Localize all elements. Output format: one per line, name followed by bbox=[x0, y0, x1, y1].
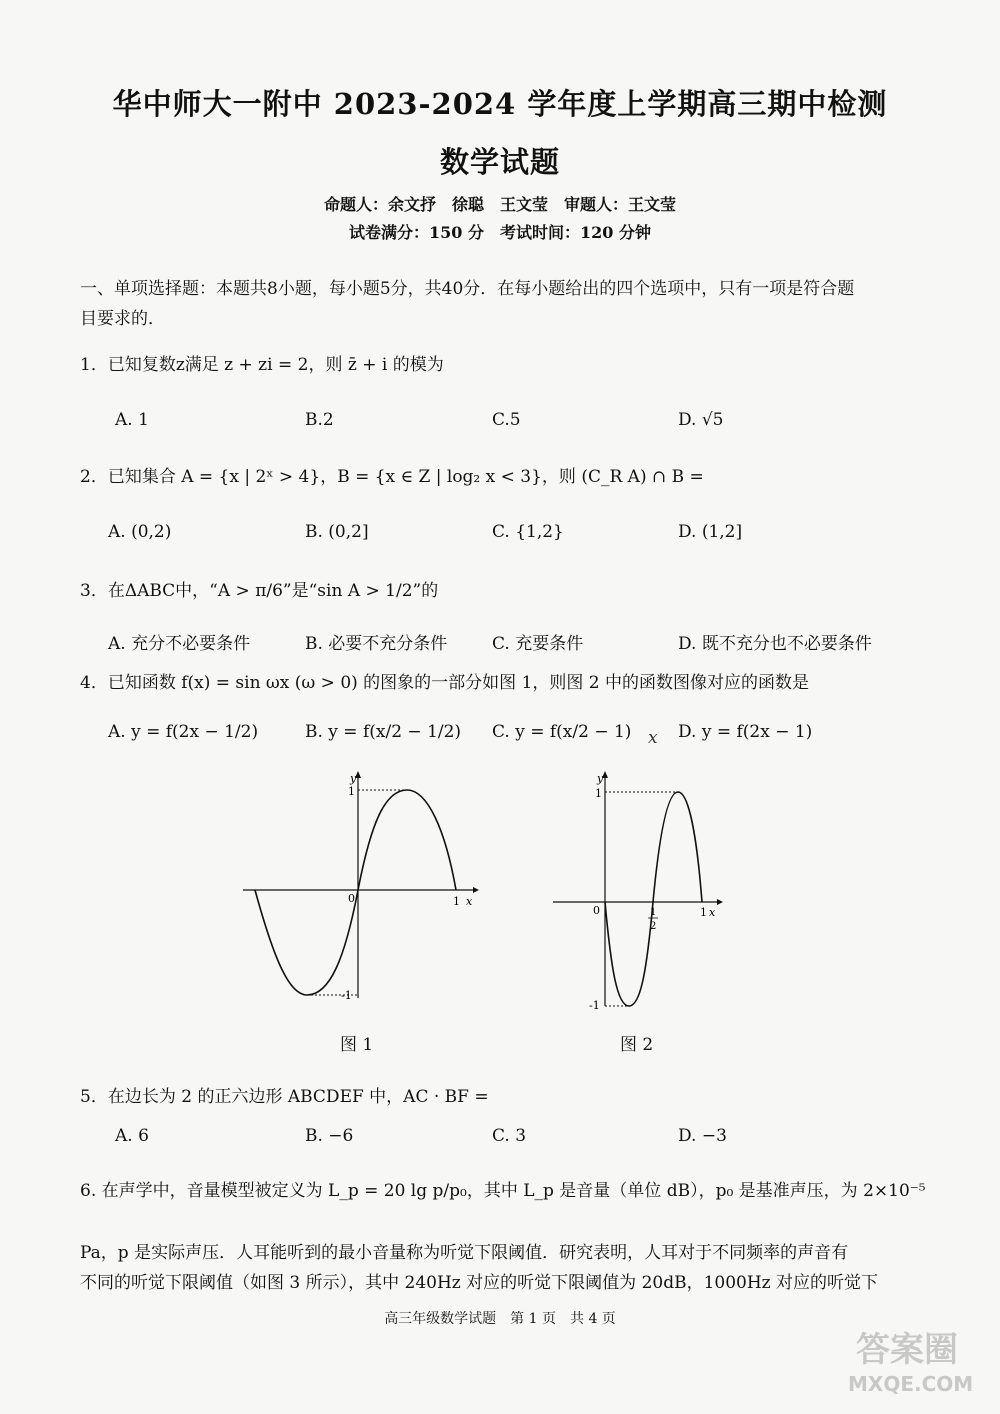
q4-option-d: D. y = f(2x − 1) bbox=[678, 722, 813, 742]
question-2-stem: 2．已知集合 A = {x | 2ˣ > 4}，B = {x ∈ Z | log₂ x < 3}，则 (C_R A) ∩ B = bbox=[80, 467, 704, 487]
q2-option-b: B. (0,2] bbox=[305, 522, 369, 542]
figure-1-caption: 图 1 bbox=[340, 1035, 374, 1055]
figure-1-graph bbox=[235, 768, 480, 1013]
q3-option-d: D. 既不充分也不必要条件 bbox=[678, 634, 872, 654]
q5-option-b: B. −6 bbox=[305, 1126, 354, 1146]
authors-line: 命题人：余文抒 徐聪 王文莹 审题人：王文莹 bbox=[323, 195, 676, 214]
section-heading: 一、单项选择题：本题共8小题，每小题5分，共40分．在每小题给出的四个选项中，只有一项是符合题 bbox=[80, 279, 855, 299]
fig2-x-label: x bbox=[709, 906, 716, 919]
question-6-line-1: 6. 在声学中，音量模型被定义为 L_p = 20 lg p/p₀，其中 L_p 是音量（单位 dB），p₀ 是基准声压，为 2×10⁻⁵ bbox=[80, 1181, 926, 1201]
q1-option-a: A. 1 bbox=[115, 410, 149, 430]
q4-option-c: C. y = f(x/2 − 1) bbox=[492, 722, 632, 742]
question-6-line-3: 不同的听觉下限阈值（如图 3 所示），其中 240Hz 对应的听觉下限阈值为 20dB，1000Hz 对应的听觉下 bbox=[80, 1273, 879, 1293]
q2-option-d: D. (1,2] bbox=[678, 522, 743, 542]
fig2-one-y-label: 1 bbox=[595, 787, 602, 800]
q3-option-c: C. 充要条件 bbox=[492, 634, 584, 654]
watermark-url: MXQE.COM bbox=[848, 1372, 974, 1396]
fig2-half-denominator: 2 bbox=[650, 921, 657, 932]
page-footer: 高三年级数学试题 第 1 页 共 4 页 bbox=[384, 1311, 616, 1327]
fig2-origin-label: 0 bbox=[593, 904, 600, 917]
q5-option-c: C. 3 bbox=[492, 1126, 527, 1146]
fig2-one-x-label: 1 bbox=[700, 906, 707, 919]
q2-option-c: C. {1,2} bbox=[492, 522, 564, 542]
watermark-logo: 答案圈 bbox=[856, 1330, 958, 1370]
q3-option-a: A. 充分不必要条件 bbox=[108, 634, 251, 654]
exam-subtitle: 数学试题 bbox=[439, 145, 560, 179]
q1-option-c: C.5 bbox=[492, 410, 521, 430]
fig1-x-arrow bbox=[473, 887, 479, 893]
figure-2-caption: 图 2 bbox=[620, 1035, 654, 1055]
fig1-y-label: y bbox=[350, 772, 357, 785]
exam-title: 华中师大一附中 2023-2024 学年度上学期高三期中检测 bbox=[112, 87, 888, 121]
fig2-x-arrow bbox=[717, 899, 723, 905]
question-6-line-2: Pa，p 是实际声压．人耳能听到的最小音量称为听觉下限阈值．研究表明，人耳对于不同频率的声音有 bbox=[80, 1243, 849, 1263]
section-heading-cont: 目要求的． bbox=[80, 309, 165, 329]
question-1-stem: 1．已知复数z满足 z + zi = 2，则 z̄ + i 的模为 bbox=[80, 355, 444, 375]
question-4-stem: 4．已知函数 f(x) = sin ωx (ω > 0) 的图象的一部分如图 1，则图 2 中的函数图像对应的函数是 bbox=[80, 673, 810, 693]
question-5-stem: 5．在边长为 2 的正六边形 ABCDEF 中，AC · BF = bbox=[80, 1087, 489, 1107]
fig1-one-x-label: 1 bbox=[453, 895, 460, 908]
fig2-y-label: y bbox=[597, 772, 604, 785]
fig2-neg-one-label: -1 bbox=[589, 999, 600, 1012]
q4-option-a: A. y = f(2x − 1/2) bbox=[108, 722, 259, 742]
question-3-stem: 3．在ΔABC中，“A > π/6”是“sin A > 1/2”的 bbox=[80, 581, 439, 601]
q2-option-a: A. (0,2) bbox=[108, 522, 172, 542]
q5-option-d: D. −3 bbox=[678, 1126, 727, 1146]
fig2-sine-curve bbox=[605, 792, 702, 1006]
fig1-neg-one-label: -1 bbox=[341, 989, 352, 1002]
fig1-one-y-label: 1 bbox=[348, 785, 355, 798]
q3-option-b: B. 必要不充分条件 bbox=[305, 634, 448, 654]
fig1-origin-label: 0 bbox=[348, 892, 355, 905]
q1-option-d: D. √5 bbox=[678, 410, 724, 430]
fig1-x-label: x bbox=[466, 895, 473, 908]
figure-2-graph bbox=[545, 768, 755, 1013]
q5-option-a: A. 6 bbox=[115, 1126, 149, 1146]
exam-info-line: 试卷满分：150 分 考试时间：120 分钟 bbox=[349, 223, 651, 242]
q1-option-b: B.2 bbox=[305, 410, 334, 430]
fig1-sine-curve bbox=[255, 790, 456, 995]
q4-option-b: B. y = f(x/2 − 1/2) bbox=[305, 722, 462, 742]
fig2-half-numerator: 1 bbox=[650, 907, 657, 918]
handwritten-mark: x bbox=[648, 728, 658, 748]
